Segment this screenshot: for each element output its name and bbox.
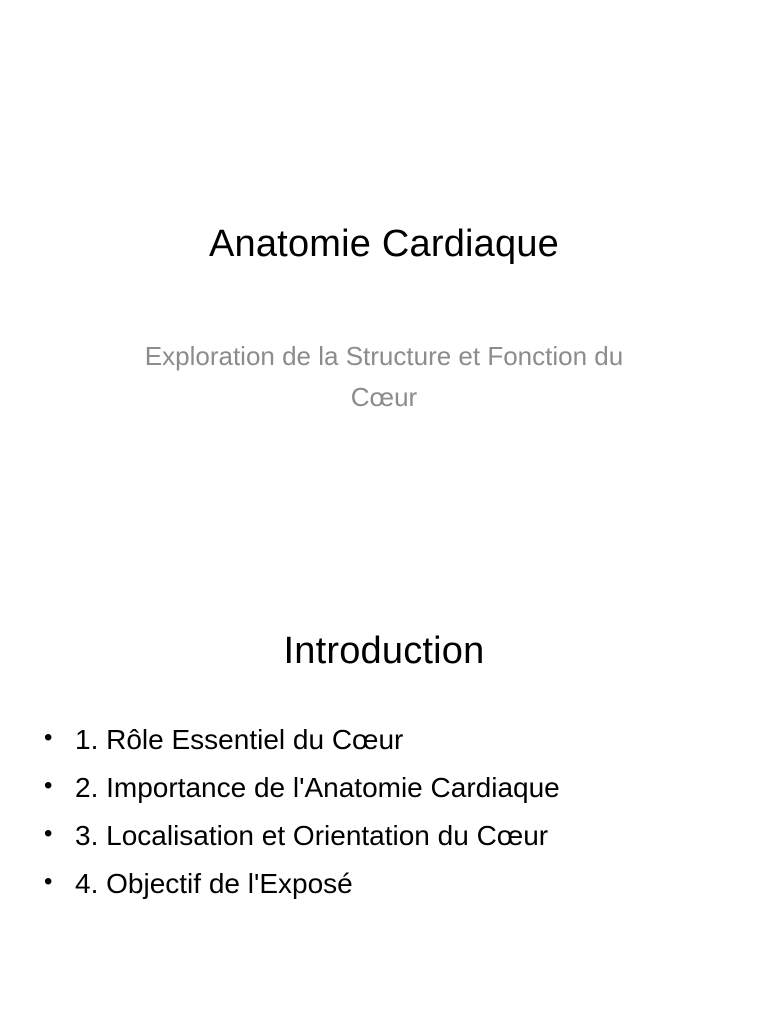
list-item [40, 812, 740, 860]
slide-title: Anatomie Cardiaque [208, 223, 560, 265]
list-item [40, 764, 740, 812]
list-item-text: 1. Rôle Essentiel du Cœur [75, 724, 404, 755]
bullet-dot-icon: • [44, 724, 53, 751]
slide-subtitle: Exploration de la Structure et Fonction du Cœur [144, 341, 624, 412]
bullet-dot-icon: • [44, 820, 53, 847]
list-item [40, 860, 740, 908]
bullet-dot-icon: • [44, 868, 53, 895]
slide-title: Introduction [283, 630, 485, 672]
introduction-slide [0, 576, 768, 1024]
list-item-text: 3. Localisation et Orientation du Cœur [75, 820, 549, 851]
list-item-text: 4. Objectif de l'Exposé [75, 868, 353, 899]
bullet-dot-icon: • [44, 772, 53, 799]
list-item-text: 2. Importance de l'Anatomie Cardiaque [75, 772, 560, 803]
list-item [40, 716, 740, 764]
bullet-list [40, 716, 740, 908]
